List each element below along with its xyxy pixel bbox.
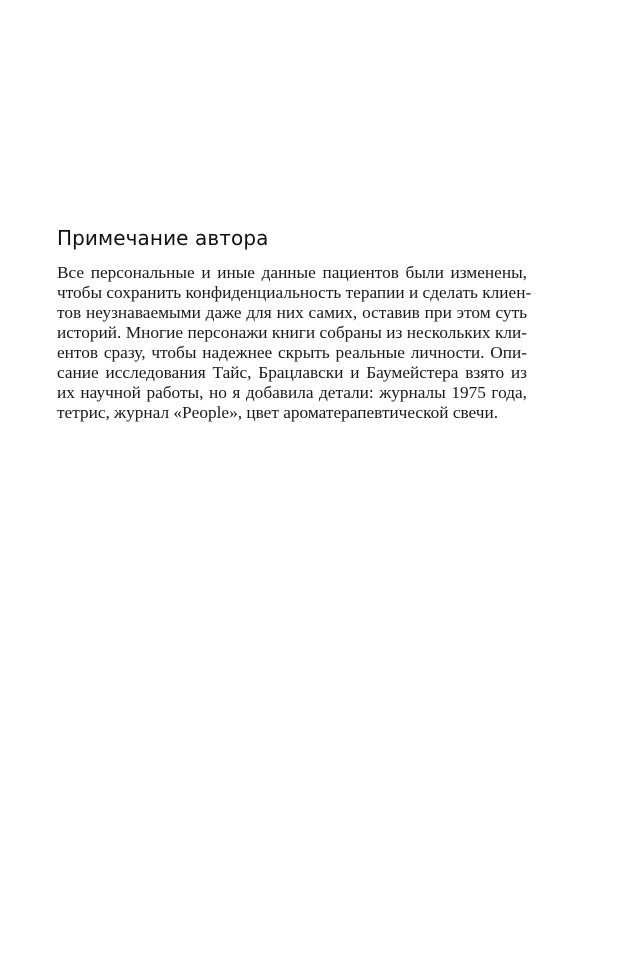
paragraph-line: историй. Многие персонажи книги собраны из нескольких кли- bbox=[57, 323, 527, 342]
paragraph-line: тов неузнаваемыми даже для них самих, оставив при этом суть bbox=[57, 303, 527, 322]
paragraph-line: чтобы сохранить конфиденциальность терапии и сделать клиен- bbox=[57, 283, 532, 302]
author-note-paragraph bbox=[57, 263, 532, 423]
paragraph-line: ентов сразу, чтобы надежнее скрыть реальные личности. Опи- bbox=[57, 343, 527, 362]
paragraph-line: сание исследования Тайс, Брацлавски и Баумейстера взято из bbox=[57, 363, 527, 382]
section-heading: Примечание автора bbox=[57, 226, 269, 250]
paragraph-line: их научной работы, но я добавила детали: журналы 1975 года, bbox=[57, 383, 527, 402]
paragraph-line: Все персональные и иные данные пациентов были изменены, bbox=[57, 263, 527, 282]
paragraph-line: тетрис, журнал «People», цвет ароматерапевтической свечи. bbox=[57, 403, 499, 422]
